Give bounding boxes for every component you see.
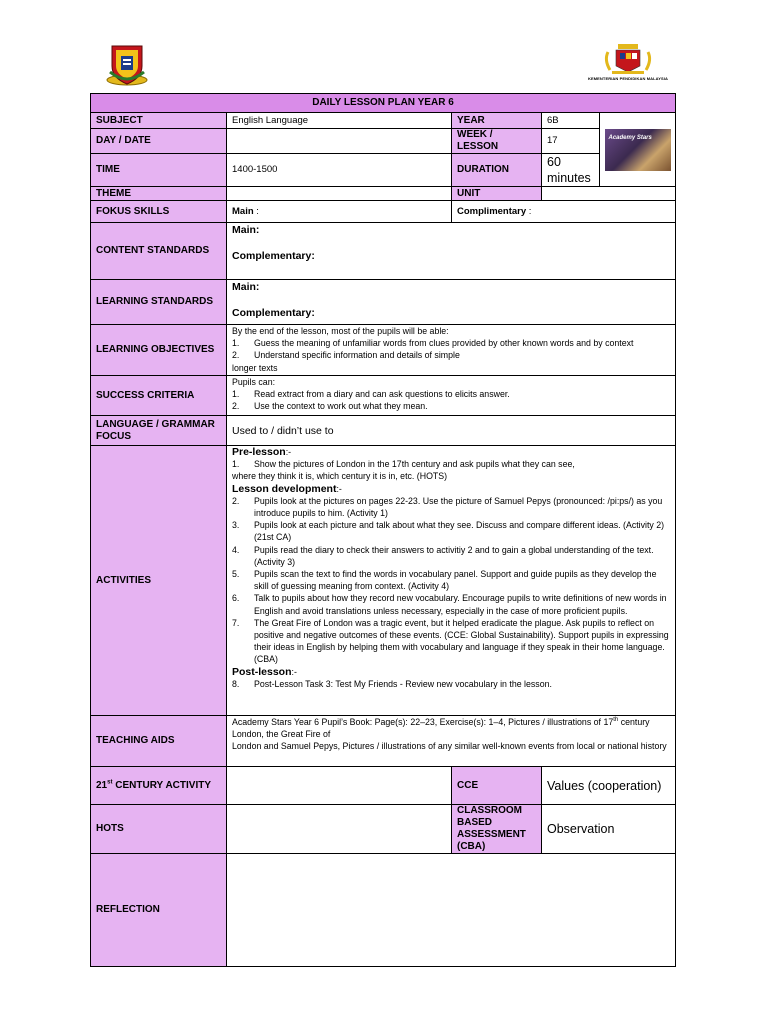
learning-standards-value: Main: Complementary: — [227, 280, 676, 325]
language-focus-label: LANGUAGE / GRAMMAR FOCUS — [91, 416, 227, 446]
school-crest-icon — [104, 42, 150, 88]
list-item: 4. Pupils read the diary to check their answers to activitiy 2 and to gain a global understanding of the text. (Activity 3) — [232, 544, 654, 567]
time-label: TIME — [91, 154, 227, 187]
list-item: 3. Pupils look at each picture and talk about what they see. Discuss and compare different ideas. (Activity 2)(21st CA) — [232, 520, 665, 543]
list-item: 7. The Great Fire of London was a tragic event, but it helped eradicate the plague. Ask pupils to reflect on positive and negative outcomes of these events. (CCE: Global Sustainability). Support pupils in expressing their ideas in English by helping them with vocabulary and language if they speak in their home language. (CBA) — [232, 617, 669, 665]
lesson-plan-table — [90, 93, 676, 967]
learning-objectives-label: LEARNING OBJECTIVES — [91, 325, 227, 376]
century-activity-label: 21st CENTURY ACTIVITY — [91, 767, 227, 805]
malaysia-coat-of-arms-icon — [580, 42, 676, 86]
theme-value — [227, 187, 452, 201]
cba-label: CLASSROOM BASED ASSESSMENT (CBA) — [452, 805, 542, 854]
hots-label: HOTS — [91, 805, 227, 854]
list-item: 2. Understand specific information and details of simple — [232, 350, 460, 361]
theme-label: THEME — [91, 187, 227, 201]
learning-objectives-value: By the end of the lesson, most of the pupils will be able: 1. Guess the meaning of unfamiliar words from clues provided by other known words and by context 2. Understand specific information and details of simple longer texts — [227, 325, 676, 376]
teaching-aids-value: Academy Stars Year 6 Pupil’s Book: Page(s): 22–23, Exercise(s): 1–4, Pictures / illustrations of 17th century London, the Great Fire of London and Samuel Pepys, Pictures / illustrations of any similar well-known events from local or national history — [227, 716, 676, 767]
list-item: 1. Guess the meaning of unfamiliar words from clues provided by other known words and by context — [232, 338, 634, 349]
list-item: 6. Talk to pupils about how they record new vocabulary. Encourage pupils to write definitions of new words in English and avoid translations unless necessary, especially in the case of more proficient pupils. — [232, 593, 667, 616]
time-value: 1400-1500 — [227, 154, 452, 187]
list-item: 1. Show the pictures of London in the 17th century and ask pupils what they can see, — [232, 459, 575, 470]
duration-label: DURATION — [452, 154, 542, 187]
list-item: 5. Pupils scan the text to find the words in vocabulary panel. Support and guide pupils as they develop the skill of guessing meaning from context. (Activity 4) — [232, 569, 657, 592]
list-item: 1. Read extract from a diary and can ask questions to elicits answer. — [232, 389, 510, 400]
lesson-number: 17 — [542, 129, 600, 154]
list-item: 2. Use the context to work out what they mean. — [232, 401, 428, 412]
focus-skills-main: Main : — [227, 201, 452, 223]
cce-label: CCE — [452, 767, 542, 805]
success-criteria-value: Pupils can: 1. Read extract from a diary and can ask questions to elicits answer. 2. Use the context to work out what they mean. — [227, 376, 676, 416]
reflection-value — [227, 854, 676, 967]
content-standards-value: Main: Complementary: — [227, 223, 676, 280]
activities-value: Pre-lesson:- 1. Show the pictures of London in the 17th century and ask pupils what they can see, where they think it is, which century it is in, etc. (HOTS) Lesson development:- 2. Pupils look at the pictures on pages 22-23. Use the picture of Samuel Pepys (pronounced: /pi:ps/) as you introduce pupils to him. (Activity 1) 3. Pupils look at each picture and talk about what they see. Discuss and compare different ideas. (Activity 2)(21st CA) 4. Pupils read the diary to check their answers to activitiy 2 and to gain a global understanding of the text. (Activity 3) 5. Pupils scan the text to find the words in vocabulary panel. Support and guide pupils as they develop the skill of guessing meaning from context. (Activity 4) 6. Talk to pupils about how they record new vocabulary. Encourage pupils to write definitions of new words in English and avoid translations unless necessary, especially in the case of more proficient pupils. 7. The Great Fire of London was a tragic event, but it helped eradicate the plague. Ask pupils to reflect on positive and negative outcomes of these events. (CCE: Global Sustainability). Support pupils in expressing their ideas in English by helping them with vocabulary and language if they speak in their home language. (CBA) Post-lesson:- 8. Post-Lesson Task 3: Test My Friends - Review new vocabulary in the lesson. — [227, 446, 676, 716]
language-focus-value: Used to / didn’t use to — [227, 416, 676, 446]
subject-value: English Language — [227, 113, 452, 129]
year-value: 6B — [542, 113, 600, 129]
content-standards-label: CONTENT STANDARDS — [91, 223, 227, 280]
cba-value: Observation — [542, 805, 676, 854]
page-title: DAILY LESSON PLAN YEAR 6 — [91, 94, 676, 113]
day-date-value — [227, 129, 452, 154]
subject-label: SUBJECT — [91, 113, 227, 129]
list-item: 2. Pupils look at the pictures on pages 22-23. Use the picture of Samuel Pepys (pronounced: /pi:ps/) as you introduce pupils to him. (Activity 1) — [232, 495, 663, 519]
book-cover-title: Academy Stars — [608, 134, 652, 141]
cce-value: Values (cooperation) — [542, 767, 676, 805]
learning-standards-label: LEARNING STANDARDS — [91, 280, 227, 325]
ministry-caption: KEMENTERIAN PENDIDIKAN MALAYSIA — [587, 76, 669, 81]
week-lesson-label: WEEK / LESSON — [452, 129, 542, 154]
century-activity-value — [227, 767, 452, 805]
focus-skills-complimentary: Complimentary : — [452, 201, 676, 223]
success-criteria-label: SUCCESS CRITERIA — [91, 376, 227, 416]
hots-value — [227, 805, 452, 854]
activities-label: ACTIVITIES — [91, 446, 227, 716]
teaching-aids-label: TEACHING AIDS — [91, 716, 227, 767]
day-date-label: DAY / DATE — [91, 129, 227, 154]
duration-value: 60 minutes — [542, 154, 600, 187]
list-item: 8. Post-Lesson Task 3: Test My Friends - Review new vocabulary in the lesson. — [232, 678, 552, 689]
unit-label: UNIT — [452, 187, 542, 201]
focus-skills-label: FOKUS SKILLS — [91, 201, 227, 223]
book-cover-icon — [600, 113, 676, 187]
year-label: YEAR — [452, 113, 542, 129]
unit-value — [542, 187, 676, 201]
reflection-label: REFLECTION — [91, 854, 227, 967]
